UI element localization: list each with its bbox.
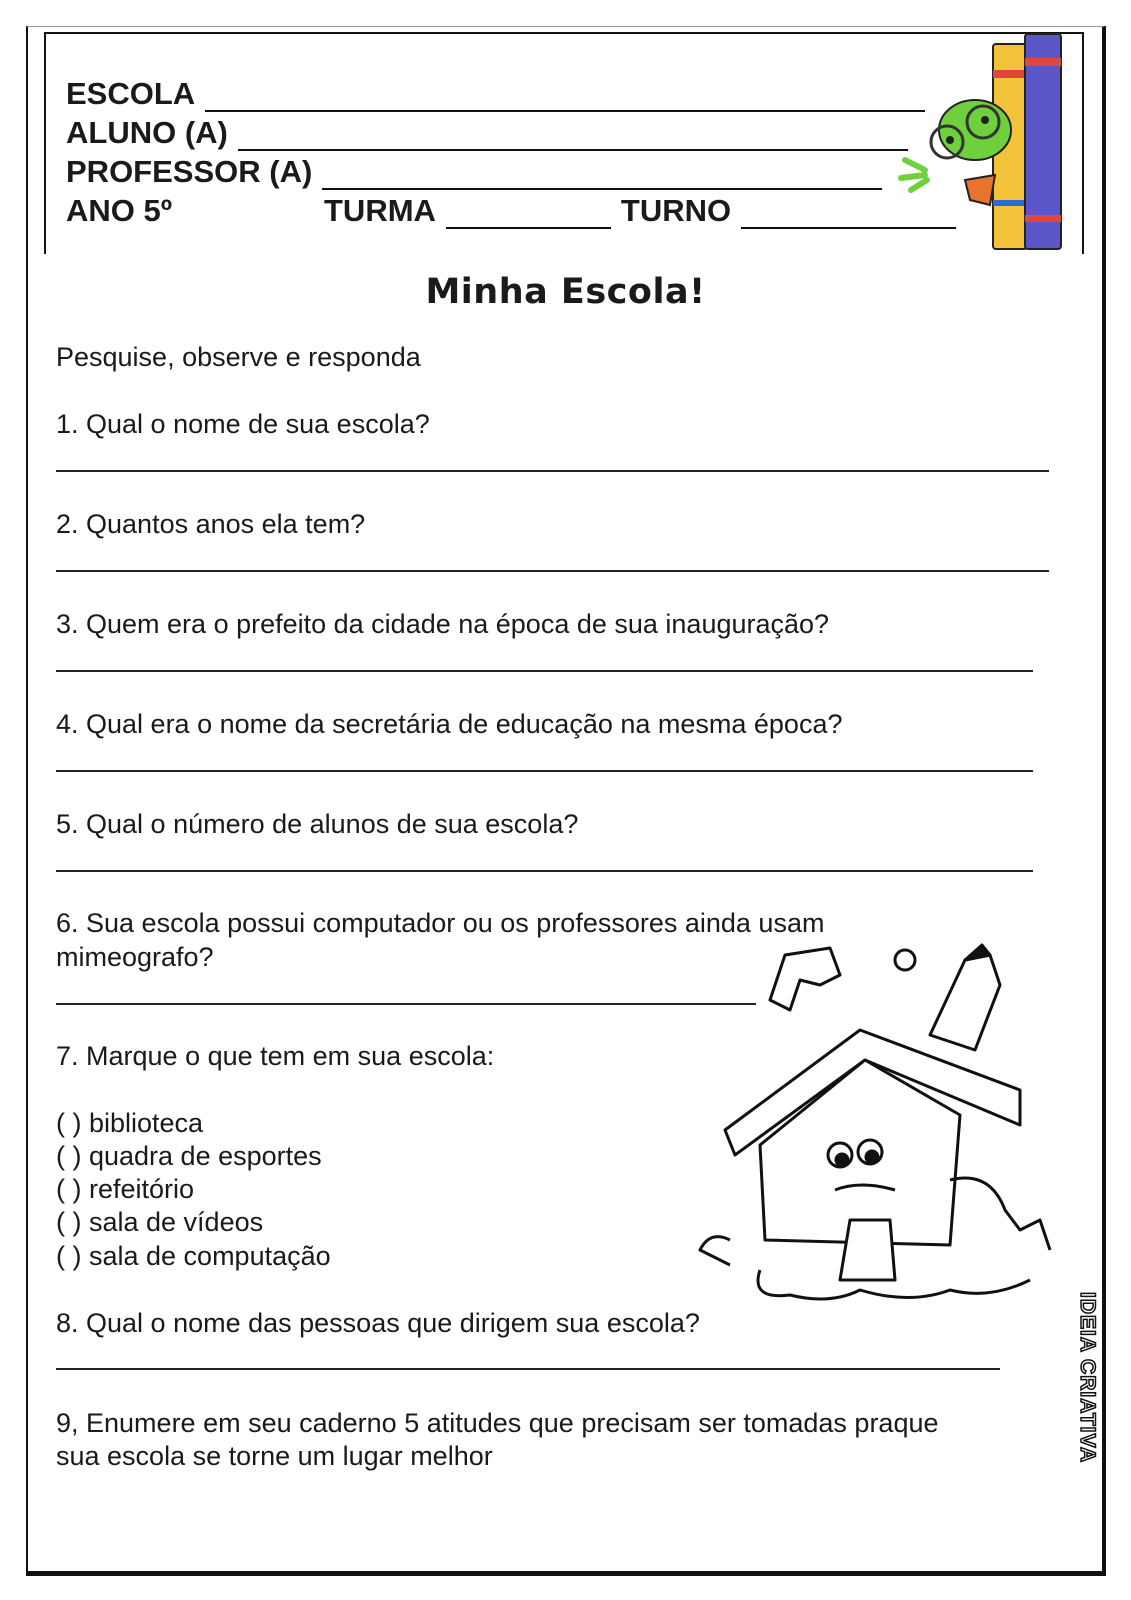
question-3: 3. Quem era o prefeito da cidade na época de sua inauguração? (56, 609, 830, 639)
answer-line-4[interactable] (56, 770, 1033, 772)
aluno-label: ALUNO (A) (66, 115, 228, 150)
aluno-blank[interactable] (238, 123, 908, 151)
question-4: 4. Qual era o nome da secretária de educação na mesma época? (56, 709, 843, 739)
question-5: 5. Qual o número de alunos de sua escola? (56, 809, 579, 839)
page-frame (26, 26, 1106, 1576)
books-frog-illustration (895, 30, 1070, 255)
answer-line-8[interactable] (56, 1368, 1000, 1370)
answer-line-1[interactable] (56, 470, 1049, 472)
turno-label: TURNO (620, 193, 732, 228)
flag-icon (770, 948, 840, 1010)
question-9-line-1: 9, Enumere em seu caderno 5 atitudes que precisam ser tomadas praque (56, 1408, 939, 1438)
question-6-line-1: 6. Sua escola possui computador ou os professores ainda usam (56, 908, 825, 938)
escola-field (66, 76, 925, 112)
school-house-illustration (690, 940, 1060, 1310)
question-9-line-2: sua escola se torne um lugar melhor (56, 1441, 493, 1471)
professor-label: PROFESSOR (A) (66, 154, 313, 189)
question-2: 2. Quantos anos ela tem? (56, 509, 366, 539)
ano-turma-turno-field (66, 193, 956, 229)
door-icon (840, 1220, 895, 1280)
turma-label: TURMA (324, 193, 436, 228)
watermark (1073, 1290, 1103, 1510)
instructions: Pesquise, observe e responda (56, 342, 421, 372)
question-6-line-2: mimeografo? (56, 942, 214, 972)
checklist-item[interactable]: ( ) quadra de esportes (56, 1141, 322, 1171)
answer-line-5[interactable] (56, 870, 1033, 872)
escola-blank[interactable] (205, 84, 925, 112)
watermark-text: IDEIA CRIATIVA (1076, 1292, 1099, 1464)
answer-line-2[interactable] (56, 570, 1049, 572)
question-7: 7. Marque o que tem em sua escola: (56, 1041, 495, 1071)
blue-book-icon (1025, 34, 1061, 249)
question-1: 1. Qual o nome de sua escola? (56, 409, 430, 439)
professor-field (66, 154, 882, 190)
checklist-item[interactable]: ( ) sala de computação (56, 1241, 331, 1271)
checklist-item[interactable]: ( ) refeitório (56, 1174, 195, 1204)
answer-line-6[interactable] (56, 1003, 756, 1005)
turma-blank[interactable] (446, 201, 611, 229)
checklist-item[interactable]: ( ) biblioteca (56, 1108, 204, 1138)
checklist-item[interactable]: ( ) sala de vídeos (56, 1207, 264, 1237)
page-title: Minha Escola! (425, 272, 706, 312)
escola-label: ESCOLA (66, 76, 196, 111)
question-8: 8. Qual o nome das pessoas que dirigem sua escola? (56, 1308, 700, 1338)
aluno-field (66, 115, 908, 151)
professor-blank[interactable] (322, 162, 882, 190)
pencil-icon (930, 955, 1000, 1050)
ano-label: ANO 5º (66, 193, 173, 228)
answer-line-3[interactable] (56, 670, 1033, 672)
